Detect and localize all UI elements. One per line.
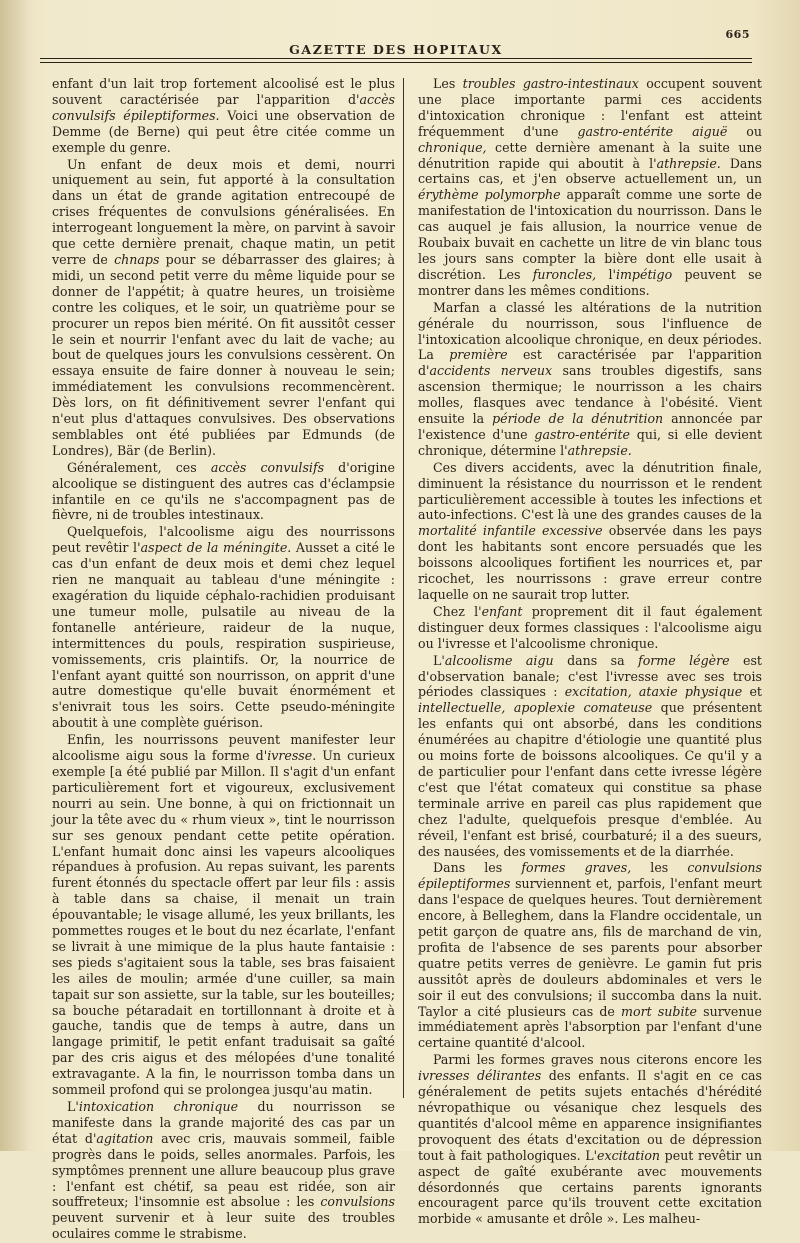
paragraph: [418, 460, 762, 603]
text-run: enfant d'un lait trop fortement alcoolisé est le plus souvent caractérisée par l'apparition d': [52, 76, 395, 107]
text-run: les: [631, 860, 688, 876]
italic-text: ivresses délirantes: [418, 1068, 542, 1084]
text-run: est caractérisée par l'apparition d': [418, 347, 762, 379]
italic-text: gastro-entérite aiguë: [577, 123, 728, 139]
text-run: ou: [727, 123, 762, 139]
text-run: L': [67, 1099, 79, 1114]
italic-text: érythème polymorphe: [418, 187, 561, 203]
text-run: peut revêtir un aspect de gaîté exubérante avec mouvements désordonnés que certains parents ignorants encouragent parce qu'ils trouvent cette excitation morbide « amusante et drôle ». Les malheu-: [418, 1147, 762, 1227]
text-run: Généralement, ces: [67, 459, 211, 475]
italic-text: athrepsie.: [656, 155, 721, 171]
italic-text: alcoolisme aigu: [444, 652, 554, 668]
paragraph: [418, 860, 762, 1051]
italic-text: agitation: [96, 1130, 154, 1146]
text-run: que présentent les enfants qui ont absorbé, dans les conditions énumérées au chapitre d'étiologie une quantité plus ou moins forte de boissons alcooliques. Ce qu'il y a de particulier pour l'enfant dans cette ivresse légère c'est que l'état comateux qui constitue sa phase terminale arrive en pareil cas plus rapidement que chez l'adulte, quelquefois presque d'emblée. Au réveil, l'enfant est brisé, courbaturé; il a des sueurs, des nausées, des vomissements et de la diarrhée.: [418, 700, 762, 859]
text-run: des enfants. Il s'agit en ce cas généralement de petits sujets entachés d'hérédité névropathique ou vésanique chez lesquels des quantités d'alcool même en apparence insignifiantes provoquent des états d'excitation ou de dépression tout à fait pathologiques. L': [418, 1068, 762, 1163]
text-run: sans troubles digestifs, sans ascension thermique; le nourrisson a les chairs molles, flasques avec tendance à l'obésité. Vient ensuite la: [418, 363, 762, 427]
italic-text: accès convulsifs: [210, 459, 325, 475]
text-run: Un curieux exemple [a été publié par Millon. Il s'agit d'un enfant particulièrement fort et vigoureux, exclusivement nourri au sein. Une bonne, à qui on frictionnait un jour la tête avec du « rhum vieux », tint le nourrisson sur ses genoux pendant cette petite opération. L'enfant humait donc ainsi les vapeurs alcooliques répandues à profusion. Au repas suivant, les parents furent étonnés du spectacle offert par leur fils : assis à table dans sa chaise, il menait un train épouvantable; le visage allumé, les yeux brillants, les pommettes rouges et le bout du nez écarlate, l'enfant se livrait à une mimique de la plus haute fantaisie : ses pieds s'agitaient sous la table, ses bras faisaient les ailes de moulin; armée d'une cuiller, sa main tapait sur son assiette, sur la table, sur les bouteilles; sa bouche pétaradait en tortillonnant à droite et à gauche, tandis que de temps à autre, dans un langage primitif, le petit enfant traduisait sa gaîté par des cris aigus et des mélopées d'une tonalité extravagante. A la fin, le nourrisson tomba dans un sommeil profond qui se prolongea jusqu'au matin.: [52, 748, 395, 1098]
paragraph: [52, 1099, 395, 1242]
text-run: Voici une observation de Demme (de Berne) qui peut être citée comme un exemple du genre.: [52, 107, 395, 155]
italic-text: période de la dénutrition: [492, 411, 664, 427]
text-run: est d'observation banale; c'est l'ivresse avec ses trois périodes classiques :: [418, 652, 762, 700]
text-run: Chez l': [433, 603, 482, 619]
text-run: peuvent se montrer dans les mêmes conditions.: [418, 266, 762, 298]
text-run: du nourrisson se manifeste dans la grande majorité des cas par un état d': [52, 1099, 395, 1146]
italic-text: intellectuelle, apoplexie comateuse: [418, 700, 653, 716]
text-run: d'origine alcoolique se distinguent des autres cas d'éclampsie infantile en ce qu'ils ne s'accompagnent pas de fièvre, ni de troubles intestinaux.: [52, 459, 395, 523]
paragraph: [52, 76, 395, 156]
text-run: Dans les: [433, 860, 522, 876]
italic-text: première: [449, 347, 508, 363]
italic-text: troubles gastro-intestinaux: [462, 76, 639, 91]
text-run: surviennent et, parfois, l'enfant meurt dans l'espace de quelques heures. Tout dernièrement encore, à Belleghem, dans la Flandre occidentale, un petit garçon de quatre ans, fils de marchand de vin, profita de l'absence de ses parents pour absorber quatre petits verres de genièvre. Le gamin fut pris aussitôt après de douleurs abdominales et vers le soir il eut des convulsions; il succomba dans la nuit. Taylor a cité plusieurs cas de: [418, 876, 762, 1019]
italic-text: convulsions épileptiformes: [418, 860, 763, 892]
paragraph: [52, 157, 395, 459]
italic-text: mortalité infantile excessive: [418, 523, 603, 539]
text-run: avec cris, mauvais sommeil, faible progrès dans le poids, selles anormales. Parfois, les symptômes prennent une allure beaucoup plus grave : l'enfant est chétif, sa peau est ridée, son air souffreteux; l'insomnie est absolue : les: [52, 1130, 395, 1210]
text-run: apparaît comme une sorte de manifestation de l'intoxication du nourrisson. Dans le cas auquel je fais allusion, la nourrice venue de Roubaix buvait en cachette un litre de vin blanc tous les jours sans compter la bière dont elle usait à discrétion. Les: [418, 187, 762, 282]
paragraph: [52, 460, 395, 524]
italic-text: accès convulsifs épileptiformes.: [52, 91, 395, 123]
text-run: et: [742, 684, 762, 700]
text-run: annoncée par l'existence d'une: [418, 411, 762, 442]
italic-text: convulsions: [320, 1194, 395, 1210]
italic-text: athrepsie.: [567, 442, 632, 458]
text-run: cette dernière amenant à la suite une dénutrition rapide qui aboutit à l': [418, 139, 762, 171]
text-run: occupent souvent une place importante parmi ces accidents d'intoxication chronique : l'enfant est atteint fréquemment d'une: [418, 76, 762, 139]
paragraph: [418, 604, 762, 652]
italic-text: intoxication chronique: [78, 1099, 239, 1114]
text-run: Marfan a classé les altérations de la nutrition générale du nourrisson, sous l'influence de l'intoxication alcoolique chronique, en deux périodes. La: [418, 299, 762, 363]
text-run: survenue immédiatement après l'absorption par l'enfant d'une certaine quantité d'alcool.: [418, 1003, 762, 1051]
running-title: GAZETTE DES HOPITAUX: [289, 42, 503, 57]
paragraph: [418, 1052, 762, 1227]
italic-text: impétigo: [615, 266, 673, 282]
binding-shadow: [0, 0, 30, 1151]
page-header: [40, 26, 752, 66]
text-run: qui, si elle devient chronique, détermine l': [418, 426, 763, 458]
text-run: Un enfant de deux mois et demi, nourri uniquement au sein, fut apporté à la consultation dans un état de grande agitation entrecoupé de crises fréquentes de convulsions généralisées. En interrogeant longuement la mère, on parvint à savoir que cette dernière prenait, chaque matin, un petit verre de: [52, 156, 395, 267]
italic-text: mort subite: [621, 1003, 697, 1019]
text-run: dans sa: [553, 652, 639, 668]
text-run: proprement dit il faut également distinguer deux formes classiques : l'alcoolisme aigu ou l'ivresse et l'alcoolisme chronique.: [418, 603, 763, 651]
text-run: Enfin, les nourrissons peuvent manifester leur alcoolisme aigu sous la forme d': [52, 732, 395, 764]
text-run: pour se débarrasser des glaires; à midi, un second petit verre du même liquide pour se donner de l'appétit; à quatre heures, un troisième contre les coliques, et le soir, un quatrième pour se procurer un repos bien mérité. On fit aussitôt cesser le sein et nourrir l'enfant avec du lait de vache; au bout de quelques jours les convulsions cessèrent. On essaya ensuite de faire donner à nouveau le sein; immédiatement les convulsions recommencèrent. Dès lors, on fit définitivement sevrer l'enfant qui n'eut plus d'attaques convulsives. Des observations semblables ont été publiées par Edmunds (de Londres), Bär (de Berlin).: [52, 251, 395, 458]
italic-text: chronique,: [418, 139, 487, 155]
left-column: [52, 76, 395, 1243]
italic-text: enfant: [481, 603, 523, 619]
text-run: Les: [433, 76, 463, 91]
italic-text: aspect de la méningite.: [140, 540, 292, 556]
paragraph: [52, 524, 395, 731]
text-run: l': [596, 266, 616, 282]
text-run: Dans certains cas, et j'en observe actuellement un, un: [418, 155, 763, 187]
header-rule-thin: [40, 62, 752, 63]
italic-text: chnaps: [114, 251, 160, 267]
italic-text: forme légère: [638, 652, 730, 668]
text-run: Parmi les formes graves nous citerons encore les: [433, 1052, 762, 1068]
text-run: Ces divers accidents, avec la dénutrition finale, diminuent la résistance du nourrisson et le rendent particulièrement accessible à toutes les infections et auto-infections. C'est là une des grandes causes de la: [418, 459, 762, 523]
italic-text: gastro-entérite: [534, 426, 630, 442]
paragraph: [418, 653, 762, 860]
text-run: L': [433, 652, 445, 668]
italic-text: furoncles,: [532, 266, 597, 282]
italic-text: ivresse.: [267, 748, 317, 764]
right-column: [418, 76, 762, 1228]
italic-text: formes graves,: [521, 860, 632, 876]
text-run: Quelquefois, l'alcoolisme aigu des nourrissons peut revêtir l': [52, 524, 395, 556]
text-run: peuvent survenir et à leur suite des troubles oculaires comme le strabisme.: [52, 1210, 395, 1242]
header-rule: [40, 58, 752, 59]
text-run: Ausset a cité le cas d'un enfant de deux mois et demi chez lequel rien ne manquait au tableau d'une méningite : exagération du liquide céphalo-rachidien produisant une tumeur molle, pulsatile au niveau de la fontanelle antérieure, raideur de la nuque, intermittences du pouls, respiration suspirieuse, vomissements, cris plaintifs. Or, la nourrice de l'enfant ayant quitté son nourrisson, on apprit d'une autre domestique qu'elle buvait énormément et s'enivrait tous les soirs. Cette pseudo-méningite aboutit à une complète guérison.: [52, 540, 395, 731]
text-run: observée dans les pays dont les habitants sont encore persuadés que les boissons alcooliques fortifient les nourrices et, par ricochet, les nourrissons : grave erreur contre laquelle on ne saurait trop lutter.: [418, 523, 762, 602]
page-number: 665: [725, 28, 750, 41]
column-divider: [403, 78, 404, 1098]
paragraph: [418, 76, 762, 299]
italic-text: excitation: [597, 1147, 661, 1163]
italic-text: excitation, ataxie physique: [564, 684, 743, 700]
italic-text: accidents nerveux: [429, 363, 553, 379]
paragraph: [418, 300, 762, 459]
paragraph: [52, 732, 395, 1098]
